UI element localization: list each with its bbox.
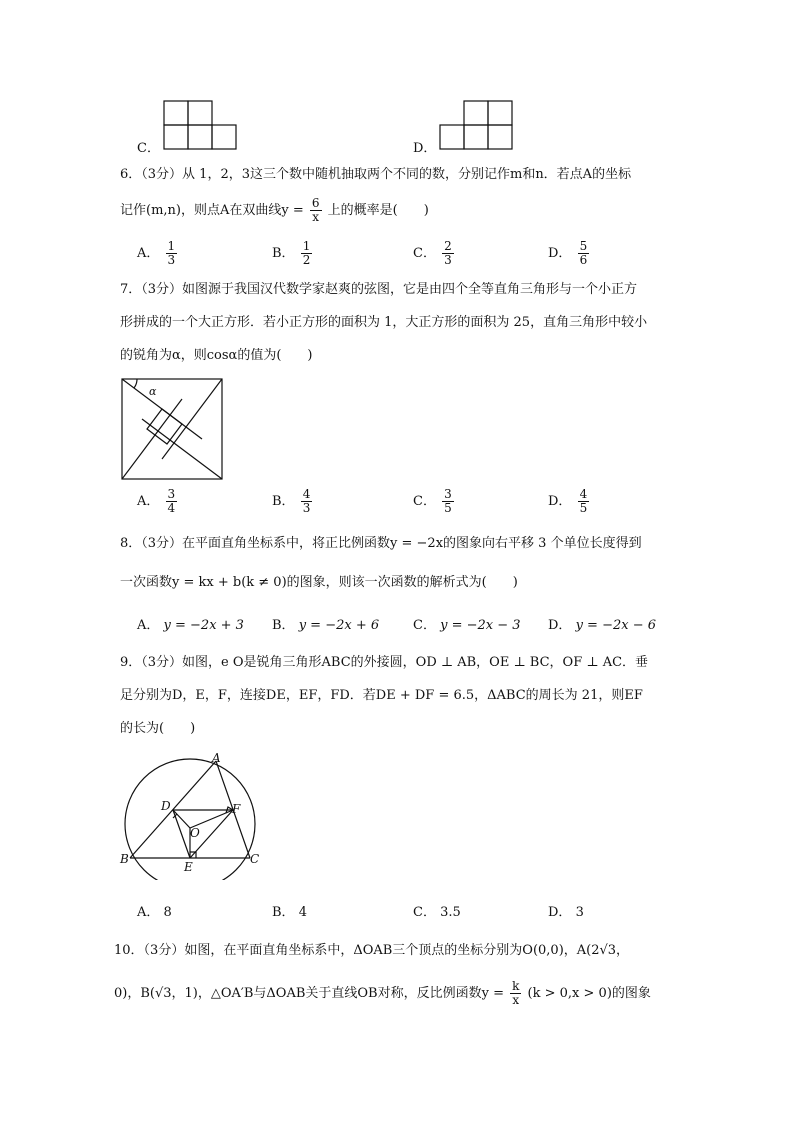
q7-option-a-fraction <box>166 488 178 515</box>
q9-line1: 9．（3分）如图，e O是锐角三角形ABC的外接圆，OD ⊥ AB，OE ⊥ BC，OF ⊥ AC．垂 <box>120 655 649 670</box>
q10-line1: 10．（3分）如图，在平面直角坐标系中，ΔOAB三个顶点的坐标分别为O(0,0)，A(2√3， <box>114 943 630 958</box>
q6-option-c-label: C． <box>413 246 436 261</box>
q9-option-b[interactable] <box>272 903 307 923</box>
q7-option-b-label: B． <box>272 494 295 509</box>
big-square <box>122 379 222 479</box>
q8-option-b-text: y = −2x + 6 <box>298 618 380 633</box>
q7-zhao-shuang-diagram <box>119 376 225 482</box>
q6-option-b-label: B． <box>272 246 295 261</box>
segment-od <box>173 810 190 828</box>
q8-line2: 一次函数y = kx + b(k ≠ 0)的图象，则该一次函数的解析式为( ) <box>120 575 518 590</box>
q6-option-a-label: A． <box>137 246 160 261</box>
q9-option-a[interactable] <box>137 903 172 923</box>
q9-circumcircle-diagram <box>116 750 266 880</box>
label-a: A <box>212 751 221 765</box>
q6-option-d-label: D． <box>548 246 572 261</box>
q9-option-d-label: D． <box>548 905 572 920</box>
q6-option-d[interactable] <box>548 240 591 267</box>
q8-option-c-label: C． <box>413 618 436 633</box>
q7-line2: 形拼成的一个大正方形．若小正方形的面积为 1，大正方形的面积为 25，直角三角形中较小 <box>120 315 648 330</box>
label-b: B <box>120 852 129 866</box>
frac-num: 1 <box>167 239 176 253</box>
frac-num: 2 <box>444 239 452 253</box>
q10-line2 <box>114 980 651 1007</box>
q8-option-a[interactable] <box>137 616 244 636</box>
q9-option-c-label: C． <box>413 905 436 920</box>
q6-line2 <box>120 197 429 224</box>
label-o: O <box>190 826 200 840</box>
alpha-label: α <box>149 385 157 398</box>
q8-option-d-label: D． <box>548 618 572 633</box>
q9-option-d-text: 3 <box>575 905 584 920</box>
frac-den: 4 <box>167 501 176 515</box>
q6-line2-post: 上的概率是( ) <box>327 203 429 218</box>
q8-option-a-label: A． <box>137 618 160 633</box>
frac-den: 6 <box>579 253 588 267</box>
frac-num: 5 <box>579 239 588 253</box>
q8-option-b-label: B． <box>272 618 295 633</box>
q7-option-c-label: C． <box>413 494 436 509</box>
q5-option-d-label: D． <box>413 141 437 156</box>
q6-line1: 6．（3分）从 1，2，3这三个数中随机抽取两个不同的数，分别记作m和n．若点A的坐标 <box>120 167 632 182</box>
q8-option-c-text: y = −2x − 3 <box>440 618 521 633</box>
frac-num: 3 <box>167 487 176 501</box>
q7-option-d[interactable] <box>548 488 591 515</box>
frac-den: 5 <box>444 501 452 515</box>
q7-option-c-fraction <box>442 488 454 515</box>
frac-den: 3 <box>167 253 176 267</box>
label-c: C <box>250 852 260 866</box>
q10-inverse-fraction <box>510 980 521 1007</box>
label-d: D <box>161 799 171 813</box>
q8-option-d-text: y = −2x − 6 <box>575 618 657 633</box>
q10-line2-post: (k > 0,x > 0)的图象 <box>527 986 651 1001</box>
q9-option-d[interactable] <box>548 903 584 923</box>
q6-option-a-fraction <box>166 240 178 267</box>
q10-frac-num: k <box>512 979 520 993</box>
q7-option-d-fraction <box>578 488 590 515</box>
q7-option-b[interactable] <box>272 488 314 515</box>
q7-option-d-label: D． <box>548 494 572 509</box>
q6-option-b-fraction <box>301 240 313 267</box>
q7-option-c[interactable] <box>413 488 456 515</box>
q9-option-b-label: B． <box>272 905 295 920</box>
frac-den: 3 <box>302 501 311 515</box>
q6-hyperbola-fraction <box>310 197 322 224</box>
q7-option-a-label: A． <box>137 494 160 509</box>
q9-option-a-label: A． <box>137 905 160 920</box>
q6-option-b[interactable] <box>272 240 314 267</box>
q5-option-c-figure <box>160 98 240 154</box>
q9-option-c[interactable] <box>413 903 461 923</box>
q6-option-c-fraction <box>442 240 454 267</box>
frac-num: 1 <box>302 239 311 253</box>
frac-den: 2 <box>302 253 311 267</box>
q6-option-c[interactable] <box>413 240 456 267</box>
q6-frac-den: x <box>312 210 320 224</box>
q7-line1: 7．（3分）如图源于我国汉代数学家赵爽的弦图，它是由四个全等直角三角形与一个小正方 <box>120 282 638 297</box>
q9-line3: 的长为( ) <box>120 721 196 736</box>
label-f: F <box>232 802 241 816</box>
q6-option-d-fraction <box>578 240 590 267</box>
frac-den: 5 <box>579 501 588 515</box>
q9-line2: 足分别为D，E，F，连接DE，EF，FD．若DE + DF = 6.5，ΔABC的周长为 21，则EF <box>120 688 643 703</box>
frac-num: 4 <box>302 487 311 501</box>
q8-option-b[interactable] <box>272 616 379 636</box>
q8-option-d[interactable] <box>548 616 656 636</box>
q10-line2-pre: 0)，B(√3，1)，△OA′B与ΔOAB关于直线OB对称，反比例函数y = <box>114 986 504 1001</box>
label-e: E <box>184 860 193 874</box>
q7-line3: 的锐角为α，则cosα的值为( ) <box>120 348 313 363</box>
q6-line2-pre: 记作(m,n)，则点A在双曲线y = <box>120 203 304 218</box>
q7-option-b-fraction <box>301 488 313 515</box>
q5-option-d-figure <box>434 98 518 154</box>
frac-num: 3 <box>444 487 452 501</box>
frac-num: 4 <box>579 487 588 501</box>
q6-frac-num: 6 <box>311 196 320 210</box>
q7-option-a[interactable] <box>137 488 179 515</box>
q8-line1: 8．（3分）在平面直角坐标系中，将正比例函数y = −2x的图象向右平移 3 个单位长度得到 <box>120 536 642 551</box>
q10-frac-den: x <box>512 993 520 1007</box>
q9-option-c-text: 3.5 <box>440 905 461 920</box>
q9-option-b-text: 4 <box>298 905 307 920</box>
q6-option-a[interactable] <box>137 240 179 267</box>
segment-de <box>173 810 190 858</box>
q9-option-a-text: 8 <box>163 905 172 920</box>
q5-option-c-label: C． <box>137 141 160 156</box>
q8-option-c[interactable] <box>413 616 521 636</box>
q8-option-a-text: y = −2x + 3 <box>163 618 244 633</box>
frac-den: 3 <box>444 253 452 267</box>
